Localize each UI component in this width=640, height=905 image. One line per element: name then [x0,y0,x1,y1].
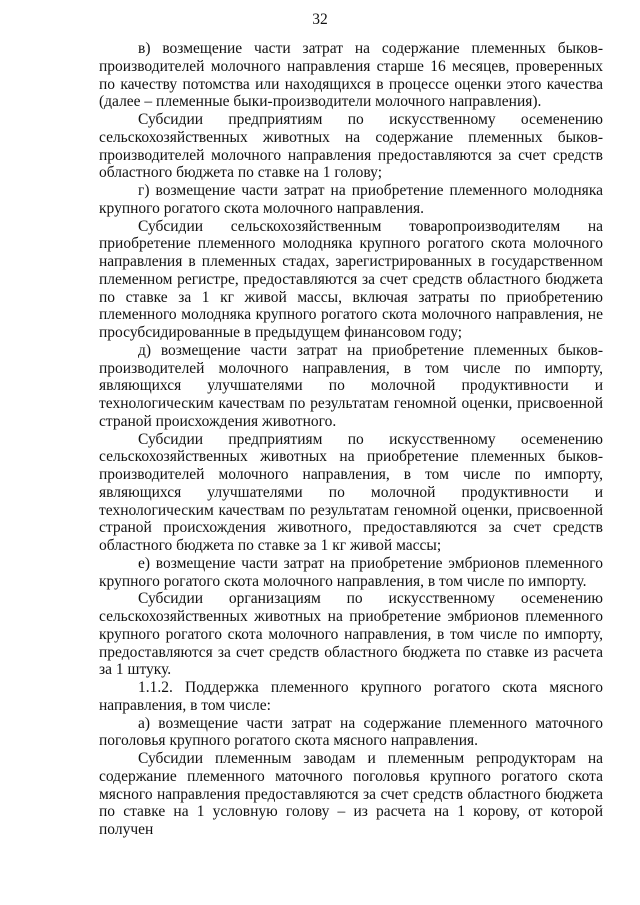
paragraph-subsidy-bulls-maintenance: Субсидии предприятиям по искусственному осеменению сельскохозяйственных животных на содержание племенных быков-производителей молочного направления предоставляются за счет средств областного бюджета по ставке на 1 голову; [99,111,603,182]
paragraph-e-embryos: е) возмещение части затрат на приобретение эмбрионов племенного крупного рогатого скота молочного направления, в том числе по импорту. [99,554,603,590]
document-body [99,40,603,839]
page-number: 32 [312,11,328,28]
paragraph-g-dairy-young-stock: г) возмещение части затрат на приобретение племенного молодняка крупного рогатого скота молочного направления. [99,182,603,217]
paragraph-d-bulls-purchase: д) возмещение части затрат на приобретение племенных быков-производителей молочного направления, в том числе по импорту, являющихся улучшателями по молочной продуктивности и технологическим качествам по результатам геномной оценки, присвоенной страной происхождения животного. [99,341,603,430]
paragraph-subsidy-beef-breeding-stock: Субсидии племенным заводам и племенным репродукторам на содержание племенного маточного поголовья крупного рогатого скота мясного направления предоставляются за счет средств областного бюджета по ставке на 1 условную голову – из расчета на 1 корову, от которой получен [99,750,603,838]
paragraph-subsidy-young-stock: Субсидии сельскохозяйственным товаропроизводителям на приобретение племенного молодняка крупного рогатого скота молочного направления в племенных стадах, зарегистрированных в государственном племенном регистре, предоставляются за счет средств областного бюджета по ставке за 1 кг живой массы, включая затраты по приобретению племенного молодняка крупного рогатого скота молочного направления, не просубсидированные в предыдущем финансовом году; [99,217,603,341]
paragraph-subsidy-bulls-purchase: Субсидии предприятиям по искусственному осеменению сельскохозяйственных животных на приобретение племенных быков-производителей молочного направления, в том числе по импорту, являющихся улучшателями по молочной продуктивности и технологическим качествам по результатам геномной оценки, присвоенной страной происхождения животного, предоставляются за счет средств областного бюджета по ставке за 1 кг живой массы; [99,430,603,554]
paragraph-subsidy-embryos: Субсидии организациям по искусственному осеменению сельскохозяйственных животных на приобретение эмбрионов племенного крупного рогатого скота молочного направления, в том числе по импорту, предоставляются за счет средств областного бюджета по ставке из расчета за 1 штуку. [99,590,603,679]
paragraph-a-beef-breeding-stock: а) возмещение части затрат на содержание племенного маточного поголовья крупного рогатого скота мясного направления. [99,714,603,750]
paragraph-v-dairy-bulls: в) возмещение части затрат на содержание племенных быков-производителей молочного направления старше 16 месяцев, проверенных по качеству потомства или находящихся в процессе оценки этого качества (далее – племенные быки-производители молочного направления). [99,40,603,111]
paragraph-1-1-2-beef-cattle: 1.1.2. Поддержка племенного крупного рогатого скота мясного направления, в том числе: [99,679,603,714]
